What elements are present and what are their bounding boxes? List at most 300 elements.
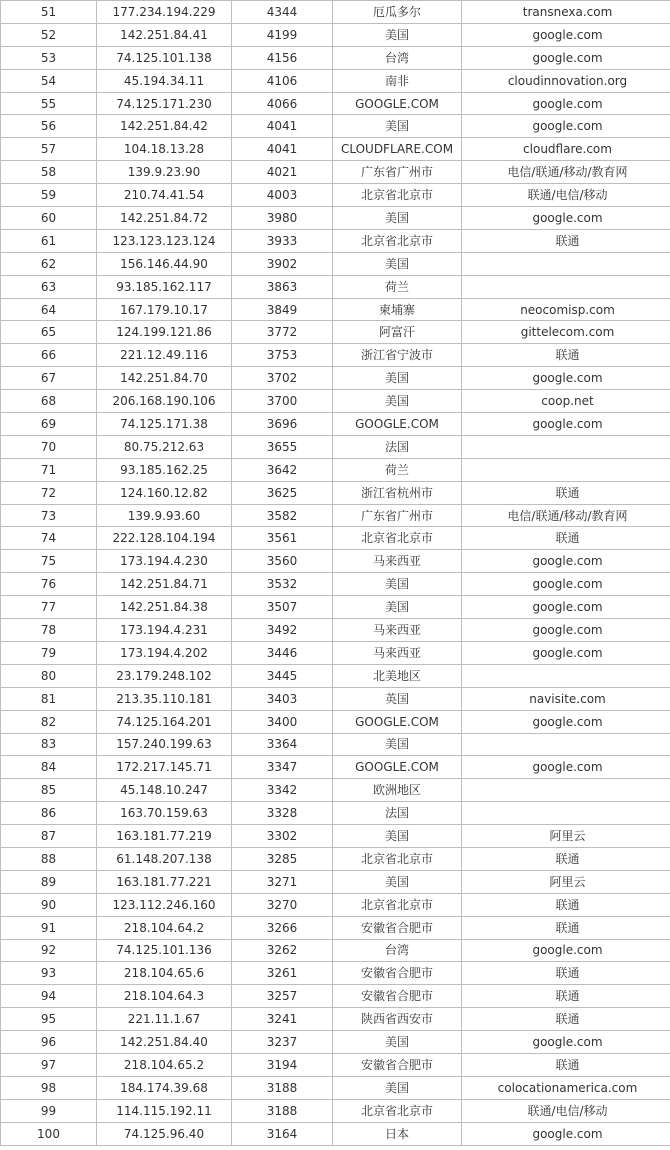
count-cell: 3702 — [232, 367, 333, 390]
count-cell: 3696 — [232, 413, 333, 436]
rank-cell: 81 — [1, 687, 97, 710]
ip-address-cell: 173.194.4.230 — [97, 550, 232, 573]
provider-cell: 联通 — [462, 847, 670, 870]
ip-address-cell: 114.115.192.11 — [97, 1099, 232, 1122]
location-cell: 美国 — [333, 1076, 462, 1099]
location-cell: 荷兰 — [333, 458, 462, 481]
rank-cell: 74 — [1, 527, 97, 550]
ip-address-cell: 163.70.159.63 — [97, 802, 232, 825]
location-cell: 台湾 — [333, 46, 462, 69]
provider-cell — [462, 458, 670, 481]
rank-cell: 76 — [1, 573, 97, 596]
location-cell: 广东省广州市 — [333, 161, 462, 184]
rank-cell: 65 — [1, 321, 97, 344]
count-cell: 3507 — [232, 596, 333, 619]
count-cell: 3902 — [232, 252, 333, 275]
ip-address-cell: 104.18.13.28 — [97, 138, 232, 161]
table-row — [1, 138, 670, 161]
provider-cell: google.com — [462, 46, 670, 69]
location-cell: 马来西亚 — [333, 641, 462, 664]
location-cell: 美国 — [333, 367, 462, 390]
rank-cell: 79 — [1, 641, 97, 664]
rank-cell: 61 — [1, 229, 97, 252]
count-cell: 3582 — [232, 504, 333, 527]
table-row — [1, 962, 670, 985]
rank-cell: 62 — [1, 252, 97, 275]
count-cell: 3302 — [232, 825, 333, 848]
count-cell: 3285 — [232, 847, 333, 870]
rank-cell: 58 — [1, 161, 97, 184]
location-cell: 美国 — [333, 573, 462, 596]
table-row — [1, 802, 670, 825]
ip-address-cell: 74.125.96.40 — [97, 1122, 232, 1145]
location-cell: 美国 — [333, 23, 462, 46]
provider-cell: 联通 — [462, 344, 670, 367]
rank-cell: 77 — [1, 596, 97, 619]
count-cell: 3328 — [232, 802, 333, 825]
rank-cell: 75 — [1, 550, 97, 573]
rank-cell: 86 — [1, 802, 97, 825]
location-cell: 北京省北京市 — [333, 1099, 462, 1122]
table-row — [1, 229, 670, 252]
provider-cell: 联通 — [462, 1008, 670, 1031]
rank-cell: 87 — [1, 825, 97, 848]
count-cell: 3445 — [232, 664, 333, 687]
provider-cell: google.com — [462, 756, 670, 779]
ip-address-cell: 124.199.121.86 — [97, 321, 232, 344]
rank-cell: 95 — [1, 1008, 97, 1031]
location-cell: 陕西省西安市 — [333, 1008, 462, 1031]
table-row — [1, 733, 670, 756]
ip-address-cell: 157.240.199.63 — [97, 733, 232, 756]
ip-address-cell: 93.185.162.117 — [97, 275, 232, 298]
table-row — [1, 527, 670, 550]
location-cell: 厄瓜多尔 — [333, 1, 462, 24]
table-row — [1, 985, 670, 1008]
table-row — [1, 344, 670, 367]
location-cell: 北美地区 — [333, 664, 462, 687]
provider-cell: google.com — [462, 596, 670, 619]
ip-address-cell: 173.194.4.231 — [97, 619, 232, 642]
provider-cell: coop.net — [462, 390, 670, 413]
provider-cell: google.com — [462, 550, 670, 573]
provider-cell: 联通 — [462, 985, 670, 1008]
ip-address-cell: 218.104.64.3 — [97, 985, 232, 1008]
table-row — [1, 916, 670, 939]
location-cell: 法国 — [333, 435, 462, 458]
count-cell: 4106 — [232, 69, 333, 92]
location-cell: 美国 — [333, 596, 462, 619]
table-row — [1, 481, 670, 504]
ip-address-cell: 177.234.194.229 — [97, 1, 232, 24]
provider-cell — [462, 664, 670, 687]
rank-cell: 98 — [1, 1076, 97, 1099]
ip-address-cell: 142.251.84.72 — [97, 207, 232, 230]
ip-address-cell: 123.123.123.124 — [97, 229, 232, 252]
rank-cell: 53 — [1, 46, 97, 69]
provider-cell: google.com — [462, 1031, 670, 1054]
ip-address-cell: 167.179.10.17 — [97, 298, 232, 321]
count-cell: 3237 — [232, 1031, 333, 1054]
count-cell: 3753 — [232, 344, 333, 367]
location-cell: 北京省北京市 — [333, 184, 462, 207]
location-cell: 美国 — [333, 252, 462, 275]
count-cell: 4156 — [232, 46, 333, 69]
provider-cell — [462, 275, 670, 298]
ip-address-cell: 93.185.162.25 — [97, 458, 232, 481]
rank-cell: 59 — [1, 184, 97, 207]
location-cell: 台湾 — [333, 939, 462, 962]
location-cell: 荷兰 — [333, 275, 462, 298]
ip-address-cell: 45.194.34.11 — [97, 69, 232, 92]
rank-cell: 52 — [1, 23, 97, 46]
rank-cell: 57 — [1, 138, 97, 161]
rank-cell: 78 — [1, 619, 97, 642]
rank-cell: 91 — [1, 916, 97, 939]
ip-address-cell: 173.194.4.202 — [97, 641, 232, 664]
ip-address-cell: 163.181.77.219 — [97, 825, 232, 848]
location-cell: 柬埔寨 — [333, 298, 462, 321]
rank-cell: 83 — [1, 733, 97, 756]
ip-address-cell: 74.125.171.230 — [97, 92, 232, 115]
table-row — [1, 46, 670, 69]
provider-cell: google.com — [462, 641, 670, 664]
location-cell: 美国 — [333, 870, 462, 893]
location-cell: 浙江省杭州市 — [333, 481, 462, 504]
ip-address-cell: 221.12.49.116 — [97, 344, 232, 367]
provider-cell: google.com — [462, 573, 670, 596]
ip-address-cell: 74.125.101.136 — [97, 939, 232, 962]
ip-address-cell: 156.146.44.90 — [97, 252, 232, 275]
count-cell: 3863 — [232, 275, 333, 298]
rank-cell: 82 — [1, 710, 97, 733]
location-cell: 法国 — [333, 802, 462, 825]
table-row — [1, 252, 670, 275]
table-row — [1, 275, 670, 298]
rank-cell: 94 — [1, 985, 97, 1008]
location-cell: 马来西亚 — [333, 550, 462, 573]
provider-cell: 联通 — [462, 481, 670, 504]
table-row — [1, 413, 670, 436]
count-cell: 3642 — [232, 458, 333, 481]
rank-cell: 92 — [1, 939, 97, 962]
provider-cell: google.com — [462, 367, 670, 390]
provider-cell: colocationamerica.com — [462, 1076, 670, 1099]
location-cell: 美国 — [333, 390, 462, 413]
count-cell: 3980 — [232, 207, 333, 230]
table-row — [1, 367, 670, 390]
rank-cell: 70 — [1, 435, 97, 458]
location-cell: 广东省广州市 — [333, 504, 462, 527]
count-cell: 3262 — [232, 939, 333, 962]
count-cell: 4344 — [232, 1, 333, 24]
provider-cell: cloudflare.com — [462, 138, 670, 161]
location-cell: 美国 — [333, 825, 462, 848]
provider-cell: 阿里云 — [462, 825, 670, 848]
table-row — [1, 779, 670, 802]
count-cell: 3655 — [232, 435, 333, 458]
table-row — [1, 619, 670, 642]
table-row — [1, 1099, 670, 1122]
count-cell: 3849 — [232, 298, 333, 321]
count-cell: 4003 — [232, 184, 333, 207]
provider-cell: gittelecom.com — [462, 321, 670, 344]
table-row — [1, 1008, 670, 1031]
table-body — [1, 1, 670, 1146]
ip-address-cell: 206.168.190.106 — [97, 390, 232, 413]
table-row — [1, 1, 670, 24]
rank-cell: 67 — [1, 367, 97, 390]
count-cell: 3261 — [232, 962, 333, 985]
provider-cell: 联通/电信/移动 — [462, 1099, 670, 1122]
table-row — [1, 23, 670, 46]
count-cell: 3933 — [232, 229, 333, 252]
location-cell: 南非 — [333, 69, 462, 92]
table-row — [1, 1053, 670, 1076]
ip-address-cell: 74.125.164.201 — [97, 710, 232, 733]
count-cell: 3271 — [232, 870, 333, 893]
provider-cell: 电信/联通/移动/教育网 — [462, 161, 670, 184]
count-cell: 3560 — [232, 550, 333, 573]
count-cell: 3270 — [232, 893, 333, 916]
table-row — [1, 870, 670, 893]
ip-address-cell: 142.251.84.70 — [97, 367, 232, 390]
table-row — [1, 115, 670, 138]
count-cell: 3446 — [232, 641, 333, 664]
ip-address-cell: 74.125.171.38 — [97, 413, 232, 436]
provider-cell — [462, 252, 670, 275]
count-cell: 3241 — [232, 1008, 333, 1031]
table-row — [1, 298, 670, 321]
count-cell: 4041 — [232, 115, 333, 138]
location-cell: 欧洲地区 — [333, 779, 462, 802]
table-row — [1, 1031, 670, 1054]
provider-cell: neocomisp.com — [462, 298, 670, 321]
ip-address-cell: 142.251.84.41 — [97, 23, 232, 46]
ip-address-cell: 142.251.84.71 — [97, 573, 232, 596]
location-cell: 阿富汗 — [333, 321, 462, 344]
rank-cell: 100 — [1, 1122, 97, 1145]
provider-cell — [462, 435, 670, 458]
rank-cell: 80 — [1, 664, 97, 687]
provider-cell: 联通 — [462, 893, 670, 916]
count-cell: 3266 — [232, 916, 333, 939]
location-cell: 安徽省合肥市 — [333, 916, 462, 939]
provider-cell: transnexa.com — [462, 1, 670, 24]
rank-cell: 55 — [1, 92, 97, 115]
ip-address-cell: 218.104.65.6 — [97, 962, 232, 985]
rank-cell: 97 — [1, 1053, 97, 1076]
ip-address-cell: 163.181.77.221 — [97, 870, 232, 893]
provider-cell: 联通 — [462, 962, 670, 985]
rank-cell: 54 — [1, 69, 97, 92]
location-cell: GOOGLE.COM — [333, 413, 462, 436]
ip-address-cell: 210.74.41.54 — [97, 184, 232, 207]
count-cell: 3532 — [232, 573, 333, 596]
provider-cell — [462, 779, 670, 802]
location-cell: 北京省北京市 — [333, 847, 462, 870]
provider-cell: 联通 — [462, 527, 670, 550]
rank-cell: 93 — [1, 962, 97, 985]
count-cell: 4066 — [232, 92, 333, 115]
ip-address-cell: 61.148.207.138 — [97, 847, 232, 870]
table-row — [1, 321, 670, 344]
ip-address-cell: 142.251.84.42 — [97, 115, 232, 138]
table-row — [1, 207, 670, 230]
table-row — [1, 756, 670, 779]
table-row — [1, 825, 670, 848]
location-cell: 美国 — [333, 115, 462, 138]
table-row — [1, 92, 670, 115]
rank-cell: 71 — [1, 458, 97, 481]
ip-address-cell: 124.160.12.82 — [97, 481, 232, 504]
table-row — [1, 458, 670, 481]
location-cell: 安徽省合肥市 — [333, 962, 462, 985]
table-row — [1, 550, 670, 573]
rank-cell: 60 — [1, 207, 97, 230]
ip-address-cell: 139.9.93.60 — [97, 504, 232, 527]
location-cell: GOOGLE.COM — [333, 756, 462, 779]
rank-cell: 56 — [1, 115, 97, 138]
ip-address-cell: 221.11.1.67 — [97, 1008, 232, 1031]
ip-address-cell: 222.128.104.194 — [97, 527, 232, 550]
location-cell: CLOUDFLARE.COM — [333, 138, 462, 161]
count-cell: 3194 — [232, 1053, 333, 1076]
provider-cell: navisite.com — [462, 687, 670, 710]
rank-cell: 85 — [1, 779, 97, 802]
location-cell: 北京省北京市 — [333, 893, 462, 916]
rank-cell: 88 — [1, 847, 97, 870]
count-cell: 3492 — [232, 619, 333, 642]
rank-cell: 66 — [1, 344, 97, 367]
provider-cell: google.com — [462, 115, 670, 138]
provider-cell: 联通/电信/移动 — [462, 184, 670, 207]
rank-cell: 69 — [1, 413, 97, 436]
rank-cell: 73 — [1, 504, 97, 527]
table-row — [1, 184, 670, 207]
provider-cell: google.com — [462, 939, 670, 962]
table-row — [1, 893, 670, 916]
rank-cell: 89 — [1, 870, 97, 893]
ip-address-cell: 172.217.145.71 — [97, 756, 232, 779]
ip-address-cell: 184.174.39.68 — [97, 1076, 232, 1099]
table-row — [1, 1076, 670, 1099]
table-row — [1, 710, 670, 733]
location-cell: 北京省北京市 — [333, 527, 462, 550]
provider-cell: 联通 — [462, 1053, 670, 1076]
count-cell: 3364 — [232, 733, 333, 756]
ip-address-cell: 218.104.65.2 — [97, 1053, 232, 1076]
provider-cell: google.com — [462, 92, 670, 115]
count-cell: 3347 — [232, 756, 333, 779]
table-row — [1, 687, 670, 710]
count-cell: 4041 — [232, 138, 333, 161]
rank-cell: 96 — [1, 1031, 97, 1054]
table-row — [1, 939, 670, 962]
location-cell: 浙江省宁波市 — [333, 344, 462, 367]
count-cell: 3164 — [232, 1122, 333, 1145]
location-cell: GOOGLE.COM — [333, 92, 462, 115]
table-row — [1, 596, 670, 619]
rank-cell: 68 — [1, 390, 97, 413]
location-cell: 北京省北京市 — [333, 229, 462, 252]
provider-cell: google.com — [462, 23, 670, 46]
location-cell: 美国 — [333, 733, 462, 756]
ip-address-cell: 142.251.84.38 — [97, 596, 232, 619]
count-cell: 3188 — [232, 1099, 333, 1122]
location-cell: 美国 — [333, 207, 462, 230]
provider-cell: 阿里云 — [462, 870, 670, 893]
location-cell: 安徽省合肥市 — [333, 985, 462, 1008]
rank-cell: 84 — [1, 756, 97, 779]
table-row — [1, 69, 670, 92]
table-row — [1, 504, 670, 527]
table-row — [1, 435, 670, 458]
table-row — [1, 161, 670, 184]
provider-cell: cloudinnovation.org — [462, 69, 670, 92]
rank-cell: 72 — [1, 481, 97, 504]
provider-cell: 电信/联通/移动/教育网 — [462, 504, 670, 527]
ip-address-cell: 139.9.23.90 — [97, 161, 232, 184]
count-cell: 3257 — [232, 985, 333, 1008]
provider-cell: google.com — [462, 207, 670, 230]
provider-cell: 联通 — [462, 229, 670, 252]
count-cell: 3625 — [232, 481, 333, 504]
count-cell: 3561 — [232, 527, 333, 550]
table-row — [1, 390, 670, 413]
count-cell: 4021 — [232, 161, 333, 184]
location-cell: 英国 — [333, 687, 462, 710]
location-cell: 美国 — [333, 1031, 462, 1054]
provider-cell: google.com — [462, 413, 670, 436]
ip-address-cell: 45.148.10.247 — [97, 779, 232, 802]
provider-cell: google.com — [462, 1122, 670, 1145]
count-cell: 3342 — [232, 779, 333, 802]
table-row — [1, 573, 670, 596]
count-cell: 4199 — [232, 23, 333, 46]
ip-address-cell: 218.104.64.2 — [97, 916, 232, 939]
provider-cell — [462, 802, 670, 825]
ip-address-cell: 142.251.84.40 — [97, 1031, 232, 1054]
count-cell: 3400 — [232, 710, 333, 733]
count-cell: 3772 — [232, 321, 333, 344]
location-cell: 日本 — [333, 1122, 462, 1145]
provider-cell: 联通 — [462, 916, 670, 939]
rank-cell: 90 — [1, 893, 97, 916]
table-row — [1, 641, 670, 664]
ip-address-cell: 23.179.248.102 — [97, 664, 232, 687]
provider-cell — [462, 733, 670, 756]
table-row — [1, 847, 670, 870]
ip-address-cell: 213.35.110.181 — [97, 687, 232, 710]
provider-cell: google.com — [462, 710, 670, 733]
rank-cell: 63 — [1, 275, 97, 298]
table-row — [1, 1122, 670, 1145]
count-cell: 3403 — [232, 687, 333, 710]
location-cell: 马来西亚 — [333, 619, 462, 642]
table-row — [1, 664, 670, 687]
location-cell: 安徽省合肥市 — [333, 1053, 462, 1076]
rank-cell: 64 — [1, 298, 97, 321]
ip-address-cell: 74.125.101.138 — [97, 46, 232, 69]
provider-cell: google.com — [462, 619, 670, 642]
ip-address-cell: 80.75.212.63 — [97, 435, 232, 458]
location-cell: GOOGLE.COM — [333, 710, 462, 733]
count-cell: 3700 — [232, 390, 333, 413]
rank-cell: 51 — [1, 1, 97, 24]
ip-address-cell: 123.112.246.160 — [97, 893, 232, 916]
rank-cell: 99 — [1, 1099, 97, 1122]
